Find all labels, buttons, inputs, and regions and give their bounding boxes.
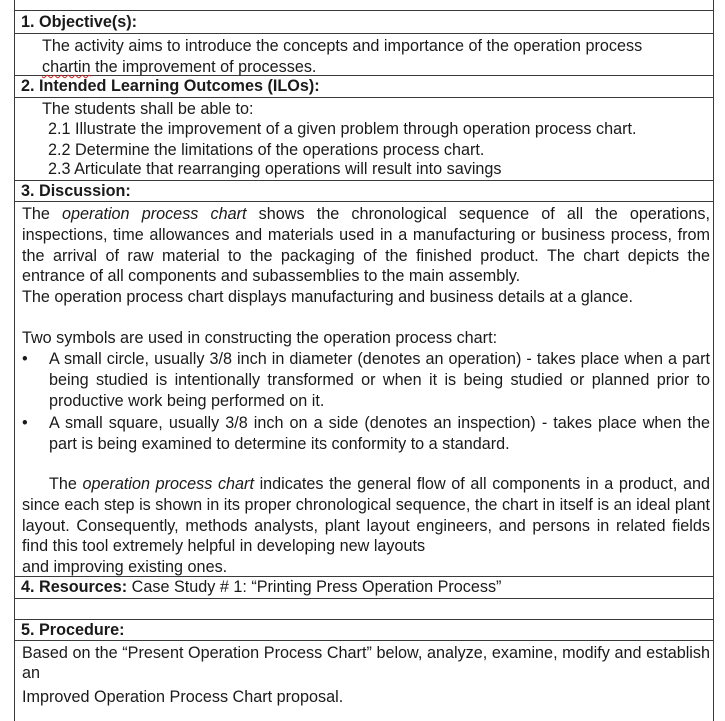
table-border-left bbox=[14, 0, 15, 721]
bullet-text: A small square, usually 3/8 inch on a side (denotes an inspection) - takes place when the part is being examined to determine its conformity to a standard. bbox=[49, 414, 710, 453]
ilo-text: Articulate that rearranging operations will result into savings bbox=[74, 160, 502, 178]
ilo-item bbox=[48, 119, 636, 139]
symbol-bullet-circle bbox=[22, 349, 710, 411]
ilo-number: 2.3 bbox=[48, 160, 71, 178]
objectives-line-2 bbox=[42, 57, 316, 77]
rule bbox=[14, 640, 714, 641]
ilo-item bbox=[48, 140, 484, 160]
procedure-line-2: Improved Operation Process Chart proposal. bbox=[22, 688, 344, 706]
lab-document bbox=[14, 0, 714, 721]
p1-term: operation process chart bbox=[62, 205, 247, 223]
procedure-line-1 bbox=[22, 643, 710, 683]
symbol-bullet-square bbox=[22, 413, 710, 455]
p3-last-line: and improving existing ones. bbox=[22, 558, 228, 576]
table-border-right bbox=[713, 0, 714, 721]
bullet-text: A small circle, usually 3/8 inch in diameter (denotes an operation) - takes place when a part being studied is intentionally transformed or when it is being studied or planned prior to productive work being performed on it. bbox=[49, 350, 710, 410]
p3-lead: The bbox=[49, 475, 83, 493]
p3-term: operation process chart bbox=[82, 475, 254, 493]
ilo-text: Illustrate the improvement of a given problem through operation process chart. bbox=[75, 120, 637, 138]
ilo-item bbox=[48, 159, 502, 179]
discussion-paragraph-1 bbox=[22, 204, 710, 308]
symbols-intro: Two symbols are used in constructing the operation process chart: bbox=[22, 329, 498, 347]
p1-last-line: The operation process chart displays manufacturing and business details at a glance. bbox=[22, 288, 633, 307]
discussion-paragraph-3 bbox=[22, 474, 710, 557]
procedure-heading: 5. Procedure: bbox=[21, 621, 125, 639]
misspelled-word: chartin bbox=[42, 58, 91, 76]
rule bbox=[14, 97, 714, 98]
objectives-heading: 1. Objective(s): bbox=[21, 13, 138, 31]
ilos-intro: The students shall be able to: bbox=[42, 100, 254, 118]
discussion-heading: 3. Discussion: bbox=[21, 182, 131, 200]
objectives-line-2-rest: the improvement of processes. bbox=[90, 58, 317, 76]
ilo-number: 2.1 bbox=[48, 120, 71, 138]
p1-lead: The bbox=[22, 205, 63, 223]
rule bbox=[14, 598, 714, 599]
resources-text: Case Study # 1: “Printing Press Operation Process” bbox=[127, 578, 502, 596]
rule bbox=[14, 33, 714, 34]
resources-row bbox=[21, 577, 501, 597]
rule bbox=[14, 201, 714, 202]
p3-text: indicates the general flow of all components in a product, and since each step is shown in its proper chronological sequence, the chart in itself is an ideal plant layout. Consequently, methods analysts, plant layout engineers, and persons in related fields find this tool extremely helpful in developing new layouts bbox=[22, 475, 710, 556]
p1-text: shows the chronological sequence of all the operations, inspections, time allowances and materials used in a manufacturing or business process, from the arrival of raw material to the packaging of the finished product. The chart depicts the entrance of all components and subassemblies to the main assembly. bbox=[22, 205, 710, 286]
objectives-line-1: The activity aims to introduce the concepts and importance of the operation process bbox=[42, 37, 643, 55]
bullet-marker: • bbox=[22, 414, 28, 432]
resources-heading: 4. Resources: bbox=[21, 578, 128, 596]
ilo-number: 2.2 bbox=[48, 141, 71, 159]
procedure-text-1: Based on the “Present Operation Process Chart” below, analyze, examine, modify and establish an bbox=[22, 644, 710, 682]
ilo-text: Determine the limitations of the operations process chart. bbox=[75, 141, 485, 159]
bullet-marker: • bbox=[22, 350, 28, 368]
rule bbox=[14, 10, 714, 11]
ilos-heading: 2. Intended Learning Outcomes (ILOs): bbox=[21, 77, 320, 95]
